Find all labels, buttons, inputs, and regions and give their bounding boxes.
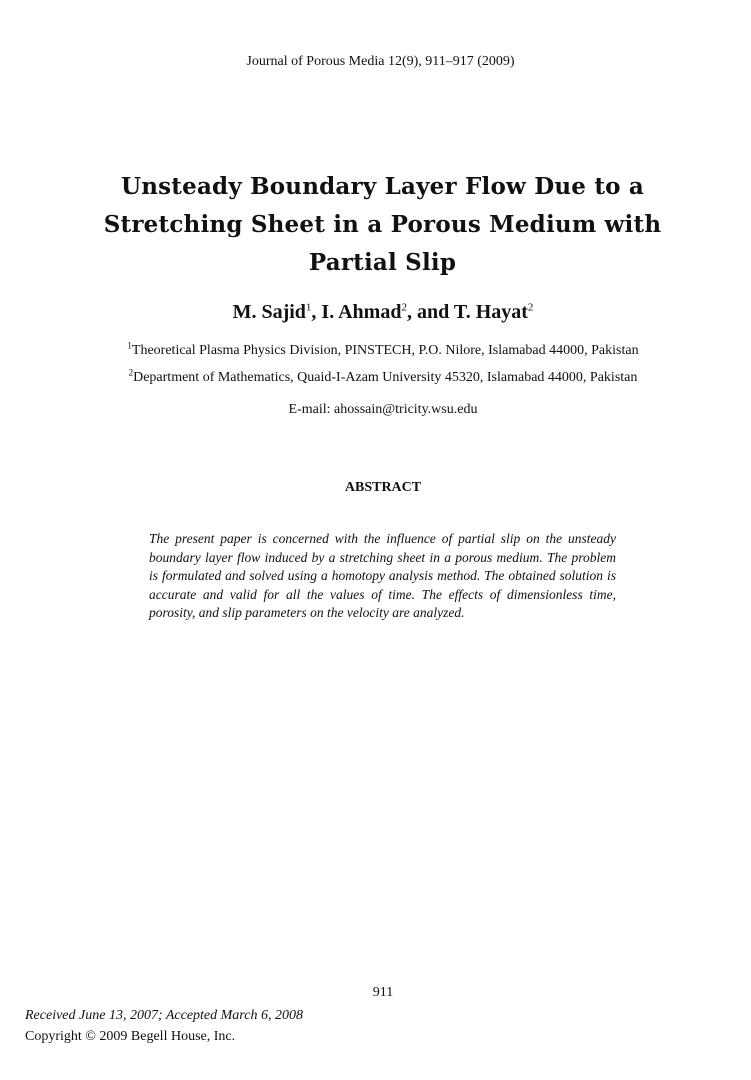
page-number: 911 xyxy=(372,985,394,1000)
title-line-2: Stretching Sheet in a Porous Medium with xyxy=(103,211,662,238)
affiliation-2 xyxy=(0,367,751,386)
author-separator: , and xyxy=(406,301,454,323)
paper-title xyxy=(60,168,705,282)
author-name: M. Sajid xyxy=(232,301,306,323)
author-affiliation-mark: 2 xyxy=(401,301,407,314)
author-affiliation-mark: 1 xyxy=(305,301,312,314)
affiliation-1 xyxy=(0,340,751,359)
author-list xyxy=(0,301,751,324)
abstract-heading: ABSTRACT xyxy=(344,480,422,495)
author-separator: , xyxy=(311,301,322,323)
affiliation-number: 1 xyxy=(127,340,132,351)
received-dates: Received June 13, 2007; Accepted March 6, 2008 xyxy=(25,1008,303,1023)
journal-citation: Journal of Porous Media 12(9), 911–917 (2009) xyxy=(246,54,515,69)
author-name: T. Hayat xyxy=(453,301,528,323)
copyright-notice: Copyright © 2009 Begell House, Inc. xyxy=(25,1029,236,1044)
title-line-1: Unsteady Boundary Layer Flow Due to a xyxy=(120,173,645,200)
title-line-3: Partial Slip xyxy=(308,249,457,276)
affiliation-text: Department of Mathematics, Quaid-I-Azam University 45320, Islamabad 44000, Pakistan xyxy=(133,370,638,385)
affiliation-number: 2 xyxy=(128,367,134,378)
author-name: I. Ahmad xyxy=(321,301,402,323)
contact-email: E-mail: ahossain@tricity.wsu.edu xyxy=(288,402,478,417)
author-affiliation-mark: 2 xyxy=(527,301,534,314)
affiliation-text: Theoretical Plasma Physics Division, PINSTECH, P.O. Nilore, Islamabad 44000, Pakistan xyxy=(131,343,639,358)
abstract-body: The present paper is concerned with the influence of partial slip on the unsteady boundary layer flow induced by a stretching sheet in a porous medium. The problem is formulated and solved using a homotopy analysis method. The obtained solution is accurate and valid for all the values of time. The effects of dimensionless time, porosity, and slip parameters on the velocity are analyzed. xyxy=(149,531,616,620)
